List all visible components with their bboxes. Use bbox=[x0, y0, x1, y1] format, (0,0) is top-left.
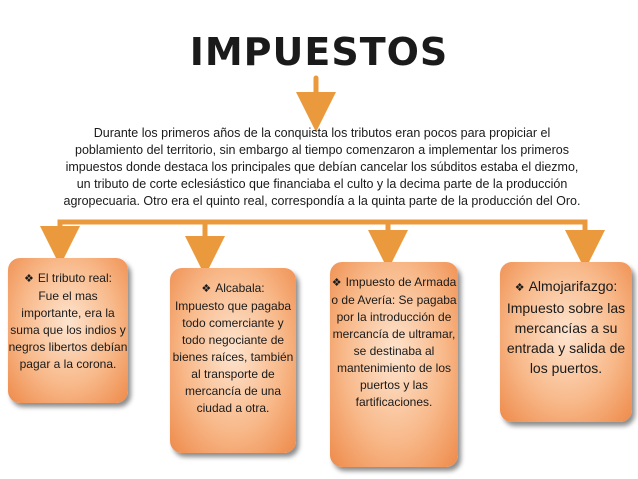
box-text: Alcabala: Impuesto que pagaba todo comerciante y todo negociante de bienes raíces, también al transporte de mercancía de una ciudad a otra. bbox=[172, 281, 294, 415]
box-almojarifazgo bbox=[500, 262, 632, 422]
box-armada-averia bbox=[330, 262, 458, 467]
box-text: Impuesto de Armada o de Avería: Se pagaba por la introducción de mercancía de ultramar, se destinaba al mantenimiento de los puertos y las fartificaciones. bbox=[331, 275, 457, 409]
box-text: Almojarifazgo: Impuesto sobre las mercancías a su entrada y salida de los puertos. bbox=[506, 278, 626, 376]
box-tributo-real bbox=[8, 258, 128, 403]
diamond-bullet-icon: ❖ bbox=[201, 283, 212, 295]
branch-bar bbox=[60, 222, 585, 248]
box-text: El tributo real: Fue el mas importante, era la suma que los indios y negros libertos debían pagar a la corona. bbox=[8, 271, 128, 371]
box-alcabala bbox=[170, 268, 296, 453]
page-title: IMPUESTOS bbox=[189, 30, 449, 74]
diamond-bullet-icon: ❖ bbox=[331, 277, 342, 289]
diamond-bullet-icon: ❖ bbox=[514, 282, 525, 294]
diamond-bullet-icon: ❖ bbox=[24, 273, 34, 285]
intro-paragraph: Durante los primeros años de la conquista los tributos eran pocos para propiciar el poblamiento del territorio, sin embargo al tiempo comenzaron a implementar los primeros impuestos donde destaca los principales que debían cancelar los súbditos estaba el diezmo, un tributo de corte eclesiástico que financiaba el culto y la decima parte de la producción agropecuaria. Otro era el quinto real, correspondía a la quinta parte de la producción del Oro. bbox=[63, 126, 581, 208]
